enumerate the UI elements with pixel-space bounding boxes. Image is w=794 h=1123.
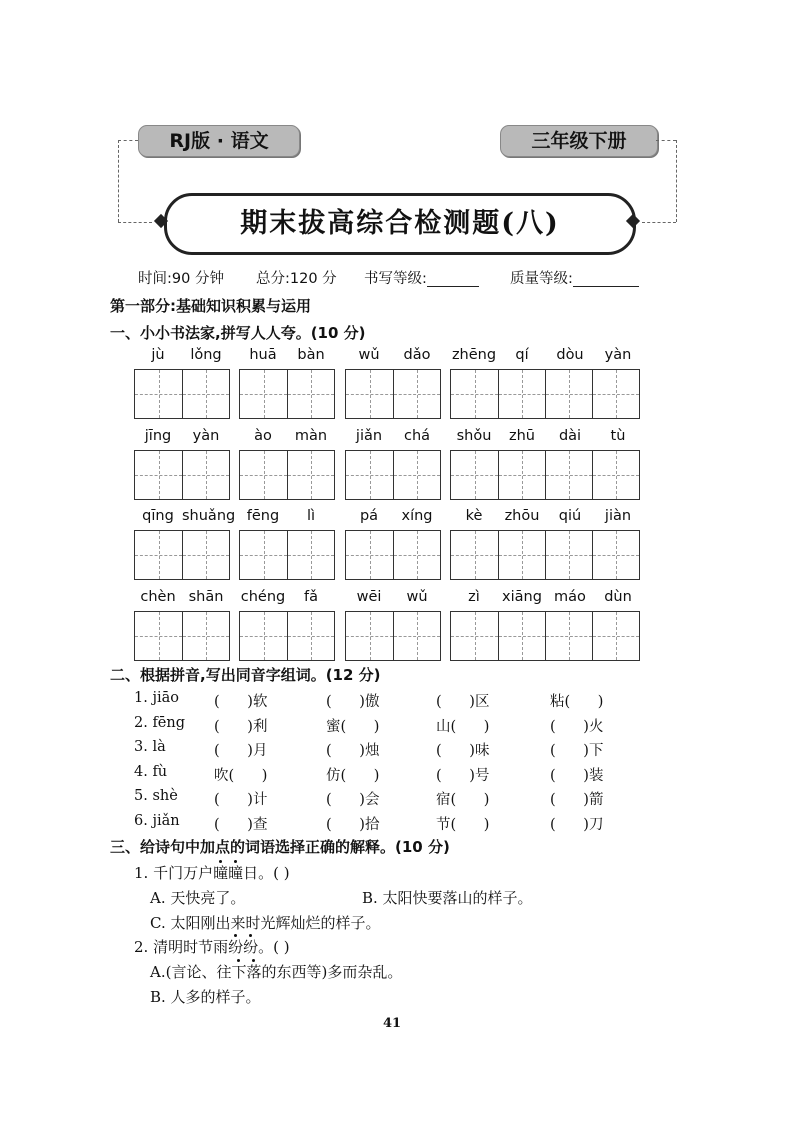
writing-cell[interactable]	[135, 612, 182, 660]
writing-cell[interactable]	[545, 451, 592, 499]
pinyin-label: dòu	[556, 347, 584, 363]
pinyin-label: zhēng	[451, 347, 497, 363]
q2-option-b: B. 人多的样子。	[150, 988, 261, 1006]
homophone-blank[interactable]: ( )月	[214, 743, 268, 760]
homophone-blank[interactable]: ( )刀	[550, 817, 604, 833]
pinyin-label: zhū	[509, 428, 535, 444]
homophone-blank[interactable]: ( )傲	[326, 694, 380, 710]
homophone-blank[interactable]: ( )利	[214, 718, 268, 735]
pinyin-label: chèn	[140, 589, 176, 605]
writing-cell[interactable]	[451, 612, 498, 660]
homophone-blank[interactable]: ( )火	[550, 718, 604, 735]
homophone-blank[interactable]: ( )下	[550, 743, 604, 760]
writing-cell[interactable]	[135, 451, 182, 499]
q2a-suffix: 的东西等)多而杂乱。	[261, 963, 403, 981]
q2-option-a	[150, 961, 402, 982]
writing-grid[interactable]	[134, 369, 230, 419]
q1-suffix: 日。( )	[243, 864, 290, 882]
pinyin-label: wǔ	[358, 347, 380, 363]
homophone-blank[interactable]: ( )软	[214, 694, 268, 710]
homophone-blank[interactable]: 蜜( )	[326, 718, 380, 735]
writing-cell[interactable]	[498, 370, 545, 418]
dotted-char: 曈	[228, 864, 244, 882]
homophone-blank[interactable]: ( )拾	[326, 817, 380, 833]
writing-cell[interactable]	[393, 370, 440, 418]
writing-grid[interactable]	[239, 369, 335, 419]
pinyin-label: màn	[294, 428, 328, 444]
pinyin-label: qí	[515, 347, 529, 363]
writing-cell[interactable]	[240, 612, 287, 660]
writing-cell[interactable]	[240, 370, 287, 418]
left-connector-vertical	[118, 140, 119, 222]
pinyin-label: wēi	[356, 589, 382, 605]
writing-cell[interactable]	[393, 451, 440, 499]
pinyin-label: pá	[359, 508, 379, 524]
right-connector-bottom	[642, 222, 676, 223]
time-label: 时间:90 分钟	[138, 271, 224, 287]
writing-grid[interactable]	[239, 450, 335, 500]
q2-prefix: 2. 清明时节雨	[134, 938, 229, 956]
pinyin-label: dùn	[604, 589, 632, 605]
left-connector-top	[118, 140, 138, 141]
homophone-pinyin: 5. shè	[134, 788, 178, 805]
pinyin-label: fǎ	[304, 589, 318, 605]
pinyin-label: shǒu	[456, 428, 492, 444]
writing-grid[interactable]	[239, 611, 335, 661]
writing-cell[interactable]	[240, 531, 287, 579]
homophone-blank[interactable]: ( )烛	[326, 743, 380, 760]
homophone-pinyin: 3. là	[134, 739, 166, 756]
homophone-blank[interactable]: ( )装	[550, 767, 604, 784]
dotted-char: 下	[231, 963, 247, 981]
writing-cell[interactable]	[135, 531, 182, 579]
homophone-blank[interactable]: 宿( )	[436, 792, 490, 809]
pinyin-label: zì	[468, 589, 480, 605]
pinyin-label: dài	[558, 428, 582, 444]
writing-cell[interactable]	[451, 531, 498, 579]
pinyin-label: chá	[403, 428, 431, 444]
pinyin-label: xiāng	[502, 589, 542, 605]
pinyin-label: jīng	[144, 428, 172, 444]
writing-cell[interactable]	[346, 612, 393, 660]
question-3-1	[134, 862, 290, 883]
part1-heading: 第一部分:基础知识积累与运用	[110, 297, 311, 315]
q2a-dotted-word	[231, 963, 261, 981]
pinyin-label: xíng	[401, 508, 433, 524]
homophone-blank[interactable]: ( )计	[214, 792, 268, 809]
writing-cell[interactable]	[592, 370, 639, 418]
writing-cell[interactable]	[498, 451, 545, 499]
homophone-pinyin: 1. jiāo	[134, 690, 179, 706]
writing-grid[interactable]	[345, 369, 441, 419]
writing-cell[interactable]	[287, 531, 334, 579]
pinyin-label: dǎo	[403, 347, 431, 363]
writing-cell[interactable]	[240, 451, 287, 499]
writing-grid[interactable]	[450, 611, 640, 661]
writing-grid[interactable]	[450, 450, 640, 500]
subject-tab: RJ版 · 语文	[138, 125, 300, 157]
right-connector-vertical	[676, 140, 677, 222]
pinyin-label: bàn	[297, 347, 325, 363]
quality-grade-text: 质量等级:	[510, 271, 573, 287]
writing-cell[interactable]	[545, 531, 592, 579]
writing-grid[interactable]	[450, 530, 640, 580]
page-number: 41	[383, 1016, 402, 1031]
section2-heading: 二、根据拼音,写出同音字组词。(12 分)	[110, 666, 381, 684]
pinyin-label: lǒng	[190, 347, 222, 363]
writing-cell[interactable]	[393, 531, 440, 579]
writing-cell[interactable]	[451, 370, 498, 418]
writing-cell[interactable]	[592, 451, 639, 499]
writing-grade-text: 书写等级:	[364, 271, 427, 287]
pinyin-label: tù	[610, 428, 626, 444]
q2-dotted-word	[228, 938, 258, 956]
writing-cell[interactable]	[498, 531, 545, 579]
writing-cell[interactable]	[545, 612, 592, 660]
writing-cell[interactable]	[287, 451, 334, 499]
grade-tab: 三年级下册	[500, 125, 658, 157]
homophone-blank[interactable]: 节( )	[436, 817, 490, 833]
pinyin-label: yàn	[192, 428, 220, 444]
pinyin-label: ào	[254, 428, 272, 444]
writing-cell[interactable]	[135, 370, 182, 418]
exam-title: 期末拔高综合检测题(八)	[164, 193, 636, 255]
pinyin-label: shuǎng	[182, 508, 236, 524]
q1-option-a: A. 天快亮了。	[150, 889, 246, 907]
homophone-blank[interactable]: 吹( )	[214, 767, 268, 784]
writing-cell[interactable]	[592, 612, 639, 660]
writing-grid[interactable]	[239, 530, 335, 580]
writing-cell[interactable]	[287, 612, 334, 660]
writing-grid[interactable]	[345, 530, 441, 580]
q1-dotted-word	[213, 864, 243, 882]
writing-cell[interactable]	[182, 451, 229, 499]
homophone-blank[interactable]: 山( )	[436, 718, 490, 735]
question-3-2	[134, 936, 290, 957]
homophone-blank[interactable]: ( )区	[436, 694, 490, 710]
homophone-blank[interactable]: ( )味	[436, 743, 490, 760]
dotted-char: 落	[246, 963, 262, 981]
writing-cell[interactable]	[592, 531, 639, 579]
pinyin-label: kè	[465, 508, 483, 524]
section1-heading: 一、小小书法家,拼写人人夸。(10 分)	[110, 324, 366, 342]
homophone-blank[interactable]: ( )会	[326, 792, 380, 809]
pinyin-label: wǔ	[406, 589, 428, 605]
homophone-pinyin: 6. jiǎn	[134, 813, 180, 829]
dotted-char: 纷	[228, 938, 244, 956]
homophone-blank[interactable]: 仿( )	[326, 767, 380, 784]
pinyin-label: lì	[306, 508, 316, 524]
writing-cell[interactable]	[182, 370, 229, 418]
pinyin-label: chéng	[240, 589, 286, 605]
pinyin-label: huā	[249, 347, 277, 363]
quality-grade-blank[interactable]	[573, 272, 639, 287]
writing-grid[interactable]	[345, 611, 441, 661]
q1-option-b: B. 太阳快要落山的样子。	[362, 889, 533, 907]
right-connector-top	[656, 140, 676, 141]
writing-cell[interactable]	[346, 451, 393, 499]
dotted-char: 纷	[243, 938, 259, 956]
writing-cell[interactable]	[498, 612, 545, 660]
homophone-pinyin: 2. fēng	[134, 714, 186, 731]
writing-grid[interactable]	[134, 450, 230, 500]
q2a-prefix: A.(言论、往	[150, 963, 232, 981]
homophone-blank[interactable]: ( )号	[436, 767, 490, 784]
quality-grade-label	[510, 267, 639, 288]
writing-cell[interactable]	[451, 451, 498, 499]
writing-cell[interactable]	[287, 370, 334, 418]
total-label: 总分:120 分	[256, 271, 337, 287]
homophone-pinyin: 4. fù	[134, 763, 168, 780]
writing-grade-label	[364, 267, 479, 288]
q1-prefix: 1. 千门万户	[134, 864, 214, 882]
writing-grid[interactable]	[450, 369, 640, 419]
writing-cell[interactable]	[545, 370, 592, 418]
q1-option-c: C. 太阳刚出来时光辉灿烂的样子。	[150, 914, 381, 932]
writing-grid[interactable]	[345, 450, 441, 500]
writing-cell[interactable]	[182, 612, 229, 660]
pinyin-label: fēng	[246, 508, 280, 524]
writing-cell[interactable]	[346, 531, 393, 579]
pinyin-label: máo	[554, 589, 586, 605]
writing-cell[interactable]	[182, 531, 229, 579]
section3-heading: 三、给诗句中加点的词语选择正确的解释。(10 分)	[110, 838, 450, 856]
writing-cell[interactable]	[393, 612, 440, 660]
pinyin-label: jù	[151, 347, 165, 363]
pinyin-label: yàn	[604, 347, 632, 363]
homophone-blank[interactable]: ( )箭	[550, 792, 604, 809]
q2-suffix: 。( )	[258, 938, 290, 956]
pinyin-label: jiǎn	[355, 428, 383, 444]
dotted-char: 曈	[213, 864, 229, 882]
left-connector-bottom	[118, 222, 152, 223]
homophone-blank[interactable]: 粘( )	[550, 694, 604, 710]
writing-cell[interactable]	[346, 370, 393, 418]
writing-grade-blank[interactable]	[427, 272, 479, 287]
pinyin-label: qīng	[142, 508, 174, 524]
pinyin-label: jiàn	[604, 508, 632, 524]
homophone-blank[interactable]: ( )查	[214, 817, 268, 833]
pinyin-label: qiú	[558, 508, 582, 524]
writing-grid[interactable]	[134, 530, 230, 580]
pinyin-label: zhōu	[504, 508, 540, 524]
writing-grid[interactable]	[134, 611, 230, 661]
pinyin-label: shān	[188, 589, 224, 605]
